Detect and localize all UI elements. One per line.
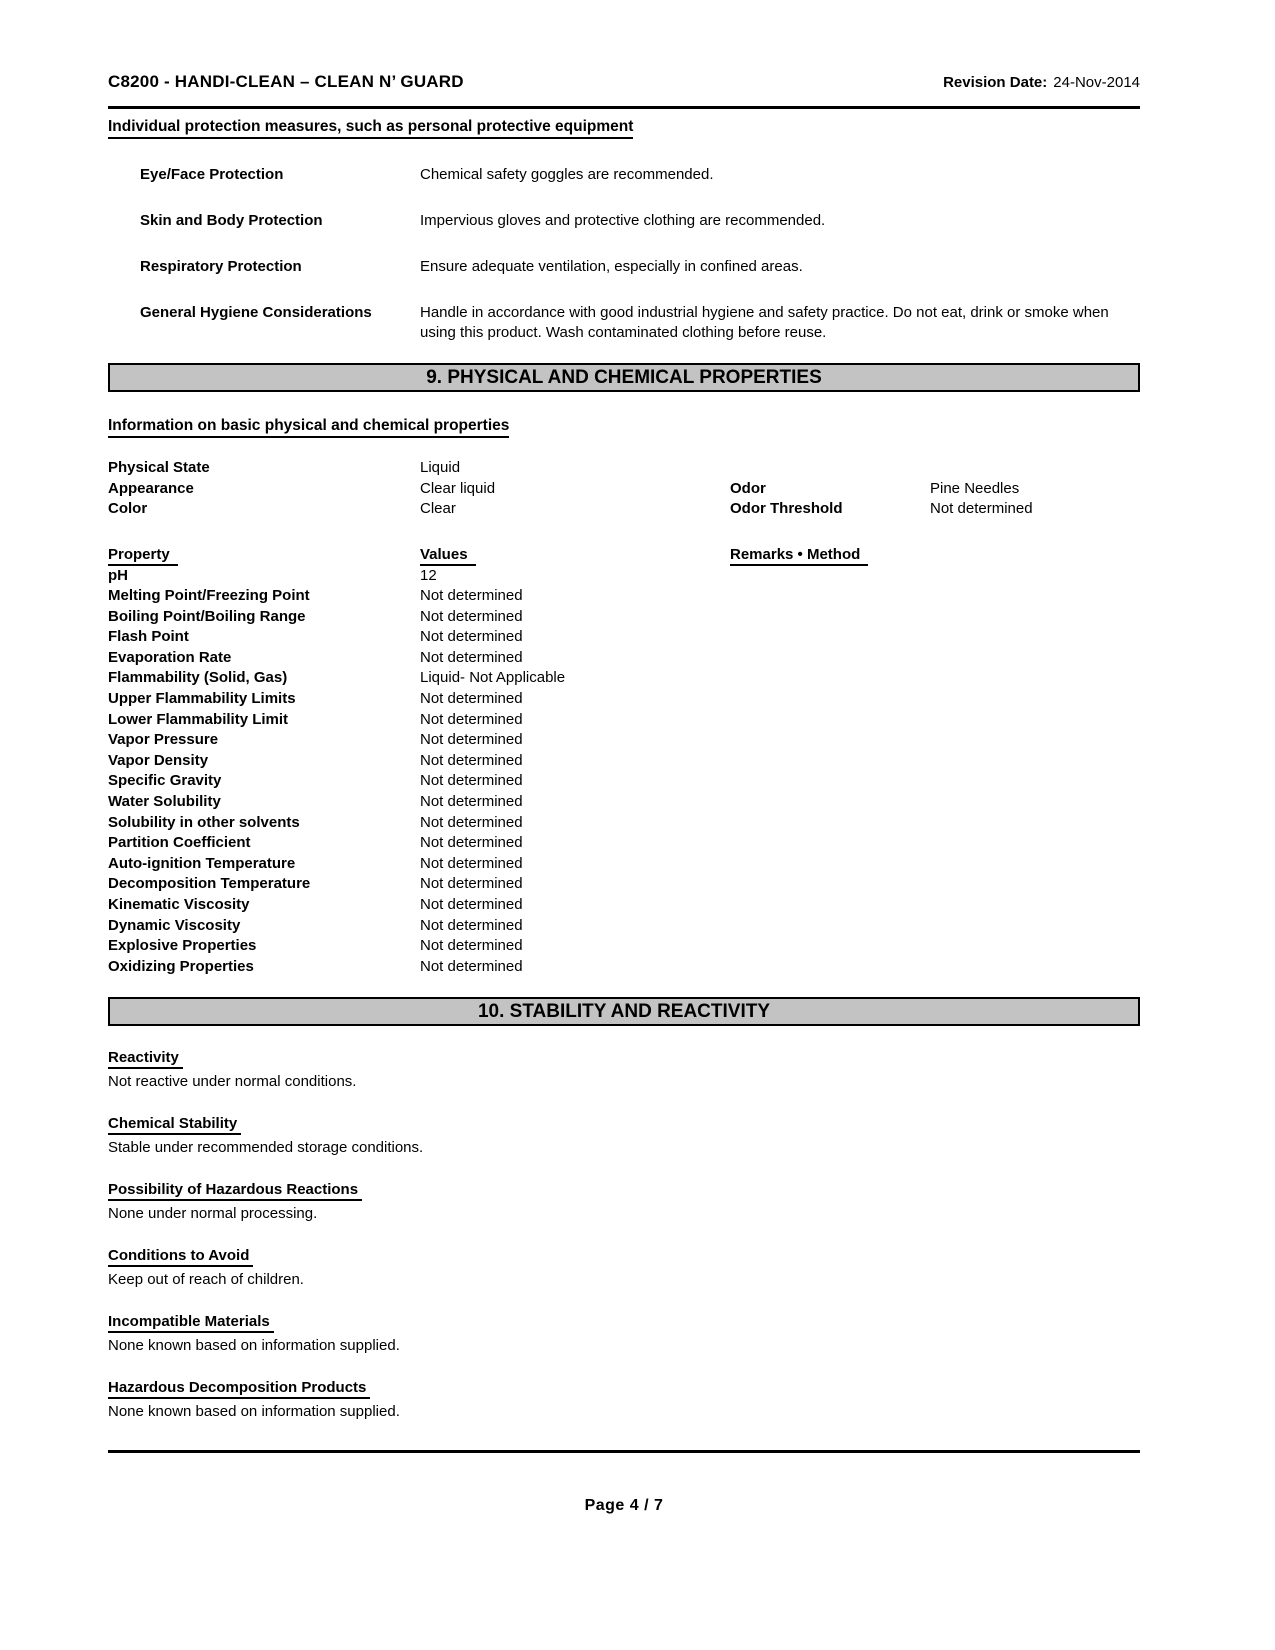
document-title: C8200 - HANDI-CLEAN – CLEAN N’ GUARD	[108, 72, 464, 91]
protection-item-value: Chemical safety goggles are recommended.	[420, 166, 714, 183]
stability-subsection	[108, 1048, 1140, 1092]
property-name: Upper Flammability Limits	[108, 690, 296, 708]
protection-item	[108, 211, 1140, 231]
protection-item-label: General Hygiene Considerations	[140, 304, 372, 321]
property-name: Oxidizing Properties	[108, 957, 254, 975]
stability-subsection	[108, 1114, 1140, 1158]
subsection-text: Stable under recommended storage conditions.	[108, 1139, 424, 1157]
property-row	[108, 710, 1140, 731]
property-name: Vapor Pressure	[108, 731, 219, 749]
property-rows	[108, 566, 1140, 978]
property-row	[108, 916, 1140, 937]
property-value: Not determined	[420, 648, 523, 666]
property-row	[108, 895, 1140, 916]
stability-subsection	[108, 1312, 1140, 1356]
property-name: Melting Point/Freezing Point	[108, 587, 310, 605]
protection-item-label: Eye/Face Protection	[140, 166, 284, 183]
property-name: Explosive Properties	[108, 937, 257, 955]
property-value: Not determined	[420, 793, 523, 811]
protection-heading: Individual protection measures, such as personal protective equipment	[108, 117, 633, 139]
property-value: Not determined	[420, 772, 523, 790]
footer-divider	[108, 1450, 1140, 1453]
state-row-label2: Odor Threshold	[730, 500, 843, 517]
property-name: Auto-ignition Temperature	[108, 854, 296, 872]
state-row-label2: Odor	[730, 479, 766, 497]
property-row	[108, 689, 1140, 710]
property-row	[108, 566, 1140, 587]
property-row	[108, 751, 1140, 772]
page-number: Page 4 / 7	[584, 1497, 664, 1515]
subsection-heading: Hazardous Decomposition Products	[108, 1378, 370, 1399]
property-value: Liquid- Not Applicable	[420, 669, 566, 687]
property-value: Not determined	[420, 731, 523, 749]
property-name: Solubility in other solvents	[108, 813, 300, 831]
property-value: Not determined	[420, 854, 523, 872]
property-name: Flammability (Solid, Gas)	[108, 669, 288, 687]
property-value: Not determined	[420, 690, 523, 708]
property-value: Not determined	[420, 875, 523, 893]
property-name: Boiling Point/Boiling Range	[108, 607, 306, 625]
property-row	[108, 627, 1140, 648]
property-row	[108, 771, 1140, 792]
subsection-heading: Possibility of Hazardous Reactions	[108, 1180, 362, 1201]
protection-item	[108, 303, 1140, 343]
subsection-text: None known based on information supplied.	[108, 1337, 400, 1355]
subsection-heading: Chemical Stability	[108, 1114, 241, 1135]
stability-subsection	[108, 1246, 1140, 1290]
state-row-label: Appearance	[108, 479, 194, 497]
property-row	[108, 833, 1140, 854]
property-value: Not determined	[420, 751, 523, 769]
subsection-heading: Reactivity	[108, 1048, 183, 1069]
state-table	[108, 458, 1140, 520]
property-name: Specific Gravity	[108, 772, 222, 790]
state-row	[108, 499, 1140, 520]
state-row-value2	[930, 458, 1140, 479]
property-value: Not determined	[420, 957, 523, 975]
property-name: Flash Point	[108, 628, 189, 646]
subsection-heading: Incompatible Materials	[108, 1312, 274, 1333]
property-value: Not determined	[420, 834, 523, 852]
protection-item-value: Ensure adequate ventilation, especially in confined areas.	[420, 258, 803, 275]
section-10-header: 10. STABILITY AND REACTIVITY	[108, 997, 1140, 1026]
state-row	[108, 458, 1140, 479]
state-row-value: Liquid	[420, 459, 461, 476]
property-name: Evaporation Rate	[108, 648, 232, 666]
property-table-header	[108, 544, 1140, 565]
protection-items	[108, 165, 1140, 343]
property-value: Not determined	[420, 628, 523, 646]
protection-item-label: Skin and Body Protection	[140, 212, 323, 229]
property-name: Vapor Density	[108, 751, 209, 769]
property-row	[108, 586, 1140, 607]
subsection-heading: Conditions to Avoid	[108, 1246, 253, 1267]
revision-date-value: 24-Nov-2014	[1053, 74, 1140, 91]
property-value: Not determined	[420, 896, 523, 913]
protection-item	[108, 257, 1140, 277]
stability-subsection	[108, 1378, 1140, 1422]
property-row	[108, 730, 1140, 751]
subsection-text: Not reactive under normal conditions.	[108, 1073, 357, 1091]
property-value: Not determined	[420, 607, 523, 625]
col-header-property: Property	[108, 546, 178, 566]
state-row-label: Color	[108, 500, 148, 517]
property-row	[108, 957, 1140, 978]
property-name: pH	[108, 566, 128, 584]
property-value: Not determined	[420, 916, 523, 934]
property-row	[108, 792, 1140, 813]
property-value: Not determined	[420, 710, 523, 728]
section-9-subheading: Information on basic physical and chemical properties	[108, 416, 509, 438]
property-name: Dynamic Viscosity	[108, 916, 241, 934]
stability-subsections	[108, 1048, 1140, 1422]
subsection-text: Keep out of reach of children.	[108, 1271, 304, 1289]
protection-item	[108, 165, 1140, 185]
property-table	[108, 544, 1140, 978]
subsection-text: None under normal processing.	[108, 1205, 318, 1223]
property-value: Not determined	[420, 937, 523, 955]
protection-item-value: Impervious gloves and protective clothing are recommended.	[420, 212, 826, 229]
property-value: 12	[420, 566, 437, 584]
protection-item-label: Respiratory Protection	[140, 258, 302, 275]
property-name: Kinematic Viscosity	[108, 896, 250, 913]
property-value: Not determined	[420, 587, 523, 605]
property-row	[108, 648, 1140, 669]
property-row	[108, 854, 1140, 875]
section-9-header: 9. PHYSICAL AND CHEMICAL PROPERTIES	[108, 363, 1140, 392]
col-header-remarks: Remarks • Method	[730, 546, 868, 566]
property-row	[108, 813, 1140, 834]
state-row	[108, 479, 1140, 500]
col-header-values: Values	[420, 546, 476, 566]
property-row	[108, 607, 1140, 628]
state-row-value2: Pine Needles	[930, 479, 1020, 497]
subsection-text: None known based on information supplied.	[108, 1403, 400, 1421]
stability-subsection	[108, 1180, 1140, 1224]
property-name: Lower Flammability Limit	[108, 710, 289, 728]
property-name: Water Solubility	[108, 793, 221, 811]
property-value: Not determined	[420, 813, 523, 831]
property-name: Partition Coefficient	[108, 834, 251, 852]
protection-section	[108, 117, 1140, 139]
state-row-label2	[730, 458, 930, 479]
state-row-label: Physical State	[108, 459, 210, 476]
header-divider	[108, 106, 1140, 109]
state-row-value: Clear	[420, 500, 456, 517]
property-row	[108, 668, 1140, 689]
revision-date	[943, 74, 1140, 91]
page-header	[108, 72, 1140, 92]
state-row-value2: Not determined	[930, 500, 1033, 517]
section-9-subheading-wrap	[108, 416, 1140, 438]
property-name: Decomposition Temperature	[108, 875, 311, 893]
property-row	[108, 936, 1140, 957]
property-row	[108, 874, 1140, 895]
state-row-value: Clear liquid	[420, 479, 496, 497]
revision-date-label: Revision Date:	[943, 74, 1048, 91]
protection-item-value: Handle in accordance with good industrial hygiene and safety practice. Do not eat, drink or smoke when using this product. Wash contaminated clothing before reuse.	[420, 304, 1109, 341]
